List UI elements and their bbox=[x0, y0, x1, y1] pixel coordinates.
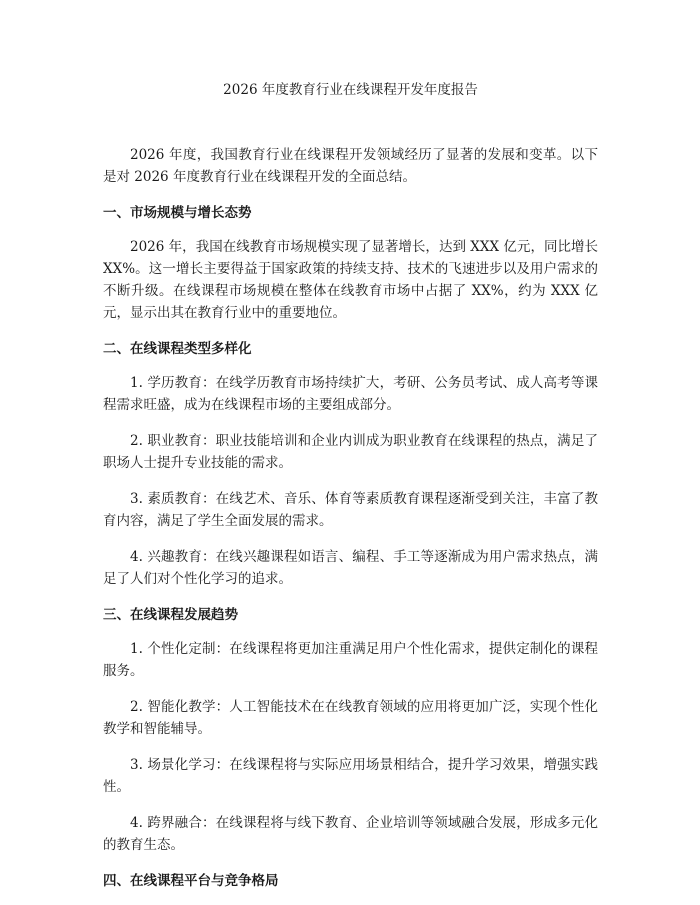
list-item: 1. 学历教育：在线学历教育市场持续扩大，考研、公务员考试、成人高考等课程需求旺盛，成为在线课程市场的主要组成部分。 bbox=[103, 375, 598, 413]
section-heading: 四、在线课程平台与竞争格局 bbox=[103, 873, 279, 889]
document-body bbox=[103, 144, 598, 904]
section-heading: 一、市场规模与增长态势 bbox=[103, 205, 252, 221]
list-item: 2. 智能化教学：人工智能技术在在线教育领域的应用将更加广泛，实现个性化教学和智能辅导。 bbox=[103, 699, 598, 737]
section-heading: 二、在线课程类型多样化 bbox=[103, 341, 252, 357]
intro-paragraph: 2026 年度，我国教育行业在线课程开发领域经历了显著的发展和变革。以下是对 2026 年度教育行业在线课程开发的全面总结。 bbox=[103, 147, 598, 185]
list-item: 4. 兴趣教育：在线兴趣课程如语言、编程、手工等逐渐成为用户需求热点，满足了人们对个性化学习的追求。 bbox=[103, 549, 598, 587]
list-item: 3. 场景化学习：在线课程将与实际应用场景相结合，提升学习效果，增强实践性。 bbox=[103, 757, 598, 795]
document-title: 2026 年度教育行业在线课程开发年度报告 bbox=[223, 82, 478, 98]
section-trends bbox=[103, 604, 598, 856]
list-item: 2. 职业教育：职业技能培训和企业内训成为职业教育在线课程的热点，满足了职场人士提升专业技能的需求。 bbox=[103, 433, 598, 471]
list-item: 4. 跨界融合：在线课程将与线下教育、企业培训等领域融合发展，形成多元化的教育生态。 bbox=[103, 815, 598, 853]
list-item: 3. 素质教育：在线艺术、音乐、体育等素质教育课程逐渐受到关注，丰富了教育内容，满足了学生全面发展的需求。 bbox=[103, 491, 598, 529]
section-paragraph: 2026 年，我国在线教育市场规模实现了显著增长，达到 XXX 亿元，同比增长 XX%。这一增长主要得益于国家政策的持续支持、技术的飞速进步以及用户需求的不断升级。在线课程市场规模在整体在线教育市场中占据了 XX%，约为 XXX 亿元，显示出其在教育行业中的重要地位。 bbox=[103, 239, 598, 321]
list-item: 1. 个性化定制：在线课程将更加注重满足用户个性化需求，提供定制化的课程服务。 bbox=[103, 641, 598, 679]
section-course-types bbox=[103, 338, 598, 590]
section-platforms bbox=[103, 870, 598, 892]
section-market-size bbox=[103, 202, 598, 324]
section-heading: 三、在线课程发展趋势 bbox=[103, 607, 238, 623]
